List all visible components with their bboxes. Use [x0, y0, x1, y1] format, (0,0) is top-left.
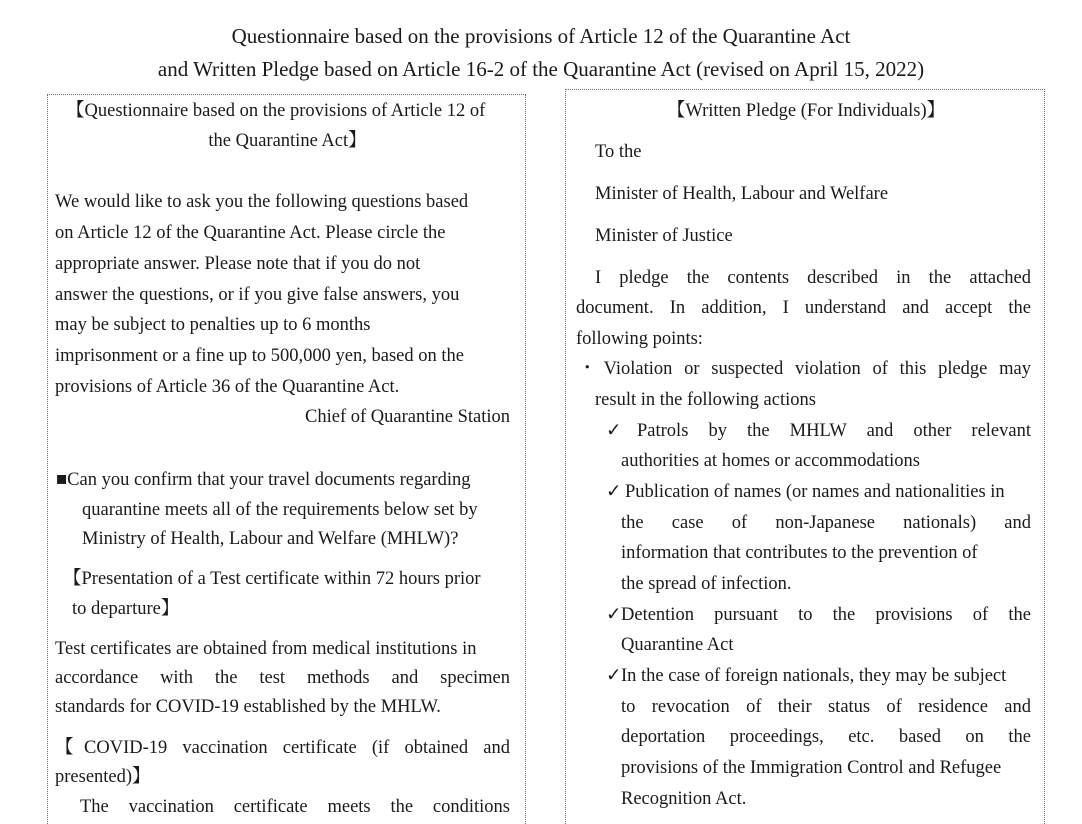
question-line: ■Can you confirm that your travel documents regarding	[56, 470, 471, 490]
check-icon: ✓	[606, 482, 622, 502]
pledge-item-line: Quarantine Act	[621, 635, 734, 655]
pledge-item-line: the spread of infection.	[621, 574, 792, 594]
check-icon: ✓	[606, 666, 622, 686]
check-icon: ✓	[606, 421, 622, 441]
pledge-item-line: the case of non-Japanese nationals) and	[621, 513, 1031, 533]
intro-line: We would like to ask you the following questions based	[55, 192, 469, 212]
questionnaire-heading-line-1: 【Questionnaire based on the provisions of Article 12 of	[66, 101, 486, 121]
title-line-1: Questionnaire based on the provisions of Article 12 of the Quarantine Act	[231, 24, 851, 48]
vaccination-text: The vaccination certificate meets the conditions	[80, 797, 510, 817]
pledge-item-line: information that contributes to the prevention of	[621, 543, 978, 563]
intro-line: imprisonment or a fine up to 500,000 yen, based on the	[55, 346, 464, 366]
pledge-intro-line: I pledge the contents described in the attached	[595, 268, 1031, 288]
intro-line: on Article 12 of the Quarantine Act. Please circle the	[55, 223, 446, 243]
pledge-item-line: Publication of names (or names and nationalities in	[625, 482, 1005, 502]
pledge-bullet-line: result in the following actions	[595, 390, 816, 410]
pledge-item-line: Detention pursuant to the provisions of the	[621, 605, 1031, 625]
title-line-2: and Written Pledge based on Article 16-2 of the Quarantine Act (revised on April 15, 2022)	[157, 57, 925, 81]
test-certificate-heading: 【Presentation of a Test certificate within 72 hours prior	[63, 569, 481, 589]
pledge-item-line: provisions of the Immigration Control and Refugee	[621, 758, 1002, 778]
intro-line: appropriate answer. Please note that if you do not	[55, 254, 421, 274]
vaccination-heading: 【COVID-19 vaccination certificate (if obtained and	[55, 738, 510, 758]
pledge-minister-justice: Minister of Justice	[595, 226, 733, 246]
quarantine-chief-signature: Chief of Quarantine Station	[305, 407, 510, 427]
pledge-bullet-line: ・Violation or suspected violation of this pledge may	[578, 359, 1031, 379]
check-icon: ✓	[606, 605, 622, 625]
pledge-item-line: authorities at homes or accommodations	[621, 451, 921, 471]
pledge-item-line: In the case of foreign nationals, they may be subject	[621, 666, 1007, 686]
intro-line: answer the questions, or if you give false answers, you	[55, 285, 460, 305]
test-certificate-text: Test certificates are obtained from medical institutions in	[55, 639, 477, 659]
test-certificate-text: standards for COVID-19 established by the MHLW.	[55, 697, 441, 717]
vaccination-heading: presented)】	[55, 767, 151, 787]
test-certificate-text: accordance with the test methods and specimen	[55, 668, 510, 688]
questionnaire-heading-line-2: the Quarantine Act】	[208, 131, 367, 151]
intro-line: may be subject to penalties up to 6 months	[55, 315, 371, 335]
document-title	[0, 20, 1082, 86]
pledge-item-line: to revocation of their status of residence and	[621, 697, 1031, 717]
pledge-heading: 【Written Pledge (For Individuals)】	[666, 101, 946, 121]
question-line: quarantine meets all of the requirements below set by	[82, 500, 478, 520]
pledge-item-line: Patrols by the MHLW and other relevant	[637, 421, 1031, 441]
pledge-intro-line: following points:	[576, 329, 703, 349]
pledge-addressee: To the	[595, 142, 642, 162]
pledge-item-line: Recognition Act.	[621, 789, 747, 809]
written-pledge-section	[565, 89, 1045, 824]
pledge-minister-health: Minister of Health, Labour and Welfare	[595, 184, 889, 204]
pledge-item-line: deportation proceedings, etc. based on the	[621, 727, 1031, 747]
intro-line: provisions of Article 36 of the Quarantine Act.	[55, 377, 400, 397]
questionnaire-section	[47, 94, 526, 824]
pledge-intro-line: document. In addition, I understand and accept the	[576, 298, 1031, 318]
test-certificate-heading: to departure】	[72, 599, 180, 619]
question-line: Ministry of Health, Labour and Welfare (MHLW)?	[82, 529, 459, 549]
